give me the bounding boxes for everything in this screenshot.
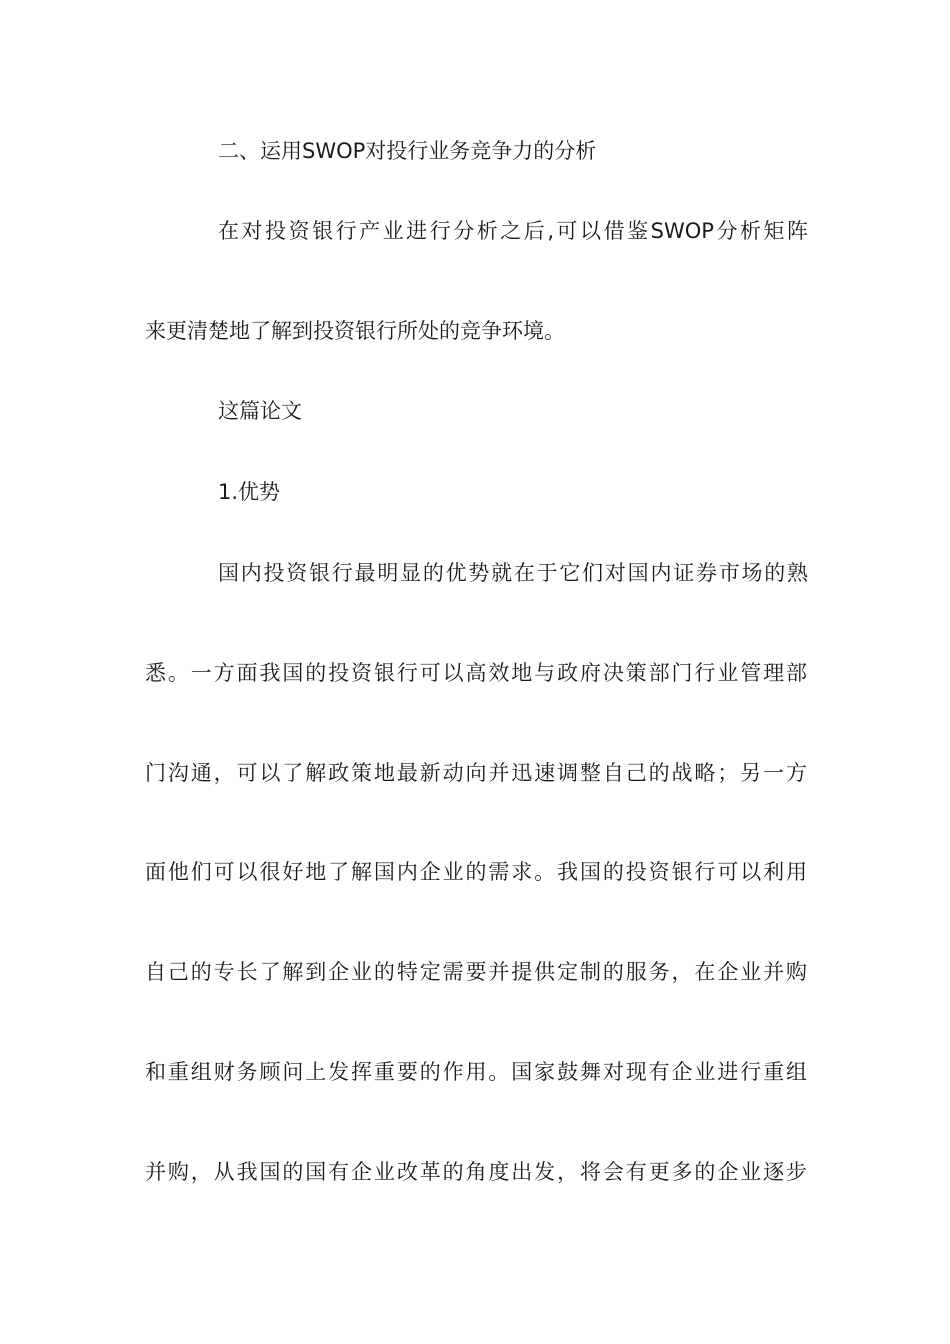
paragraph-line: 国内投资银行最明显的优势就在于它们对国内证券市场的熟 — [218, 561, 808, 585]
intro-line-1: 在对投资银行产业进行分析之后,可以借鉴SWOP分析矩阵 — [218, 219, 808, 243]
note-text: 这篇论文 — [218, 399, 302, 423]
section-heading: 二、运用SWOP对投行业务竞争力的分析 — [218, 139, 597, 163]
section-1-title: 1.优势 — [218, 480, 281, 504]
paragraph-line: 悉。一方面我国的投资银行可以高效地与政府决策部门行业管理部 — [145, 661, 807, 685]
paragraph-line: 并购，从我国的国有企业改革的角度出发，将会有更多的企业逐步 — [145, 1160, 807, 1184]
intro-line-2: 来更清楚地了解到投资银行所处的竞争环境。 — [145, 319, 565, 343]
paragraph-line: 面他们可以很好地了解国内企业的需求。我国的投资银行可以利用 — [145, 860, 807, 884]
paragraph-line: 和重组财务顾问上发挥重要的作用。国家鼓舞对现有企业进行重组 — [145, 1060, 807, 1084]
paragraph-line: 自己的专长了解到企业的特定需要并提供定制的服务，在企业并购 — [145, 960, 807, 984]
paragraph-line: 门沟通，可以了解政策地最新动向并迅速调整自己的战略；另一方 — [145, 761, 807, 785]
